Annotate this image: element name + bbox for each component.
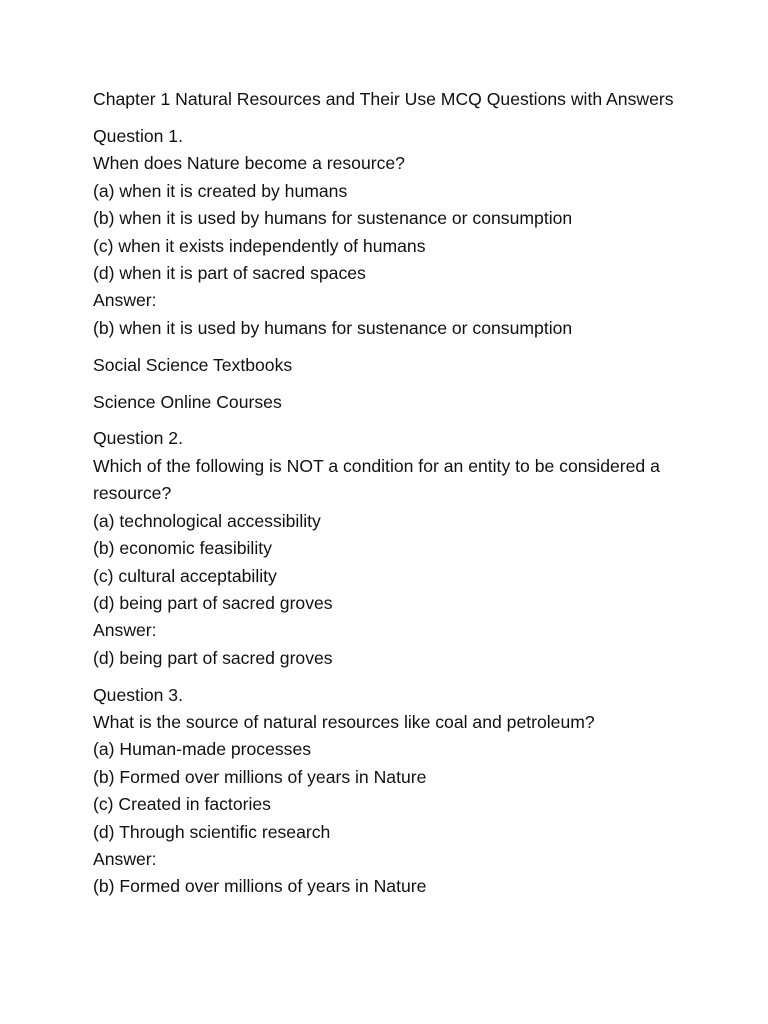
document-page (93, 86, 713, 910)
link-social-science-textbooks[interactable]: Social Science Textbooks (93, 354, 293, 375)
answer-text: (d) being part of sacred groves (93, 647, 333, 668)
answer-label: Answer: (93, 290, 157, 311)
question-text: What is the source of natural resources like coal and petroleum? (93, 712, 595, 733)
option-b: (b) Formed over millions of years in Nature (93, 766, 427, 787)
option-d: (d) Through scientific research (93, 821, 331, 842)
option-c: (c) when it exists independently of humans (93, 235, 426, 256)
question-heading: Question 3. (93, 684, 183, 705)
question-heading: Question 1. (93, 125, 183, 146)
question-block-3 (93, 682, 713, 901)
option-c: (c) Created in factories (93, 794, 271, 815)
option-b: (b) when it is used by humans for sustenance or consumption (93, 208, 573, 229)
option-d: (d) when it is part of sacred spaces (93, 262, 366, 283)
answer-text: (b) when it is used by humans for sustenance or consumption (93, 317, 573, 338)
question-heading: Question 2. (93, 428, 183, 449)
answer-text: (b) Formed over millions of years in Nature (93, 876, 427, 897)
answer-label: Answer: (93, 849, 157, 870)
link-science-online-courses[interactable]: Science Online Courses (93, 391, 282, 412)
option-b: (b) economic feasibility (93, 538, 272, 559)
question-text: Which of the following is NOT a condition for an entity to be considered a resource? (93, 455, 660, 504)
option-d: (d) being part of sacred groves (93, 592, 333, 613)
answer-label: Answer: (93, 620, 157, 641)
option-a: (a) when it is created by humans (93, 180, 348, 201)
document-title: Chapter 1 Natural Resources and Their Use MCQ Questions with Answers (93, 89, 674, 109)
question-block-1 (93, 123, 713, 342)
option-a: (a) Human-made processes (93, 739, 312, 760)
option-a: (a) technological accessibility (93, 510, 321, 531)
option-c: (c) cultural acceptability (93, 565, 277, 586)
question-block-2 (93, 425, 713, 672)
question-text: When does Nature become a resource? (93, 153, 405, 174)
